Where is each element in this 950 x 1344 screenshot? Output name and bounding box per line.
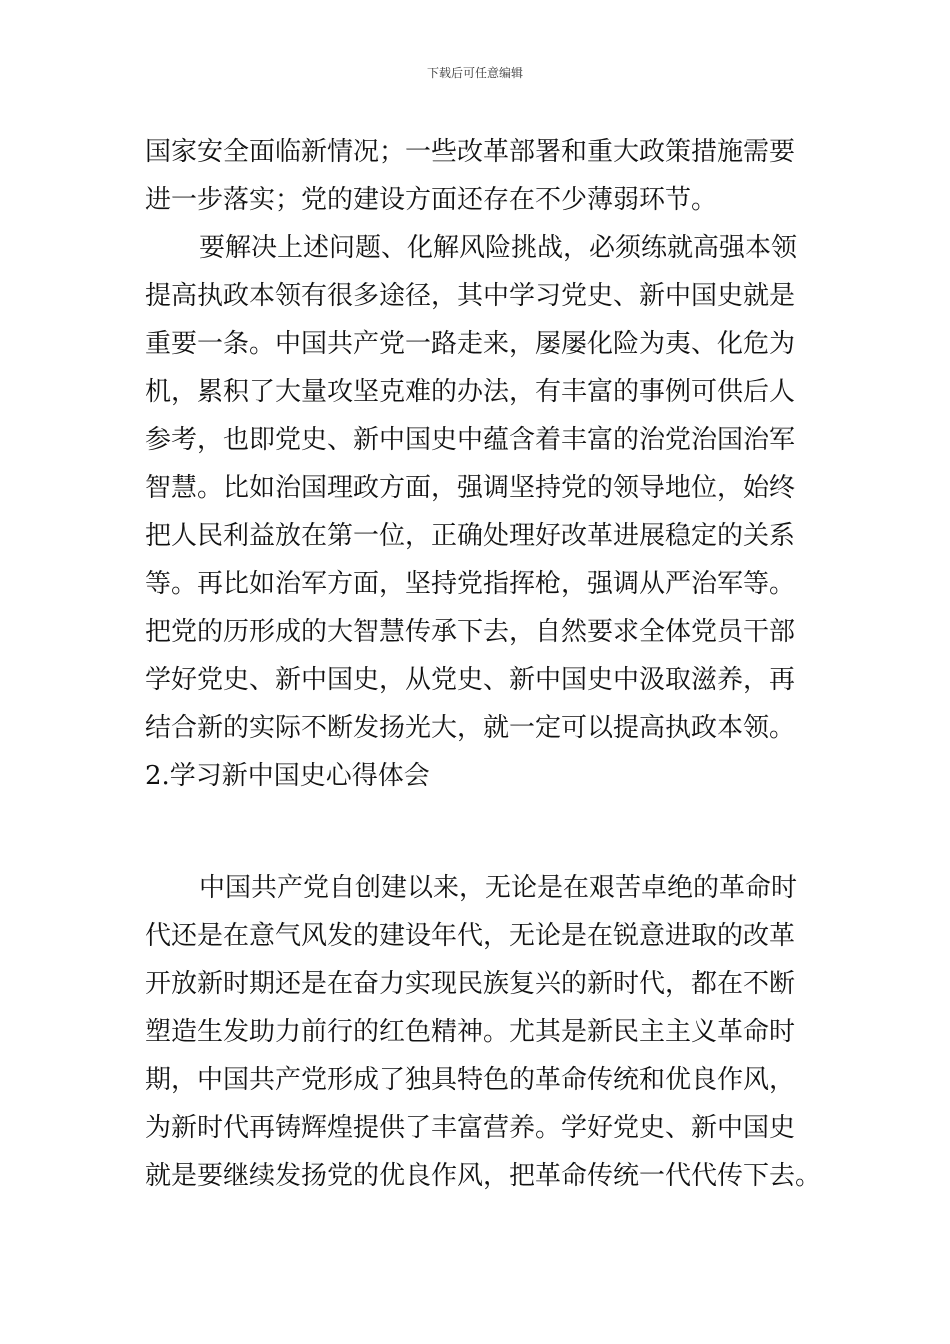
paragraph-line: 代还是在意气风发的建设年代，无论是在锐意进取的改革: [145, 921, 796, 951]
paragraph-line: 进一步落实；党的建设方面还存在不少薄弱环节。: [145, 185, 718, 215]
paragraph-line: 开放新时期还是在奋力实现民族复兴的新时代，都在不断: [145, 969, 796, 999]
paragraph-1: [145, 128, 810, 224]
paragraph-line: 塑造生发助力前行的红色精神。尤其是新民主主义革命时: [145, 1017, 796, 1047]
paragraph-line: 参考，也即党史、新中国史中蕴含着丰富的治党治国治军: [145, 425, 796, 455]
paragraph-line: 等。再比如治军方面，坚持党指挥枪，强调从严治军等。: [145, 569, 796, 599]
paragraph-line: 结合新的实际不断发扬光大，就一定可以提高执政本领。: [145, 713, 796, 743]
blank-spacer: [145, 800, 810, 864]
paragraph-line: 要解决上述问题、化解风险挑战，必须练就高强本领: [199, 233, 798, 263]
document-body: [145, 128, 822, 1200]
paragraph-line: 国家安全面临新情况；一些改革部署和重大政策措施需要: [145, 137, 796, 167]
paragraph-3: [145, 864, 822, 1200]
paragraph-line: 学好党史、新中国史，从党史、新中国史中汲取滋养，再: [145, 665, 796, 695]
page-header-note: 下载后可任意编辑: [426, 66, 523, 80]
paragraph-2: [145, 224, 810, 752]
paragraph-line: 提高执政本领有很多途径，其中学习党史、新中国史就是: [145, 281, 796, 311]
section-heading: 2.学习新中国史心得体会: [145, 761, 430, 791]
paragraph-line: 为新时代再铸辉煌提供了丰富营养。学好党史、新中国史: [145, 1113, 796, 1143]
paragraph-line: 期，中国共产党形成了独具特色的革命传统和优良作风，: [145, 1065, 796, 1095]
paragraph-line: 中国共产党自创建以来，无论是在艰苦卓绝的革命时: [199, 873, 798, 903]
paragraph-line: 把人民利益放在第一位，正确处理好改革进展稳定的关系: [145, 521, 796, 551]
paragraph-line: 就是要继续发扬党的优良作风，把革命传统一代代传下去。: [145, 1161, 822, 1191]
paragraph-line: 机，累积了大量攻坚克难的办法，有丰富的事例可供后人: [145, 377, 796, 407]
paragraph-line: 智慧。比如治国理政方面，强调坚持党的领导地位，始终: [145, 473, 796, 503]
paragraph-line: 把党的历形成的大智慧传承下去，自然要求全体党员干部: [145, 617, 796, 647]
paragraph-line: 重要一条。中国共产党一路走来，屡屡化险为夷、化危为: [145, 329, 796, 359]
